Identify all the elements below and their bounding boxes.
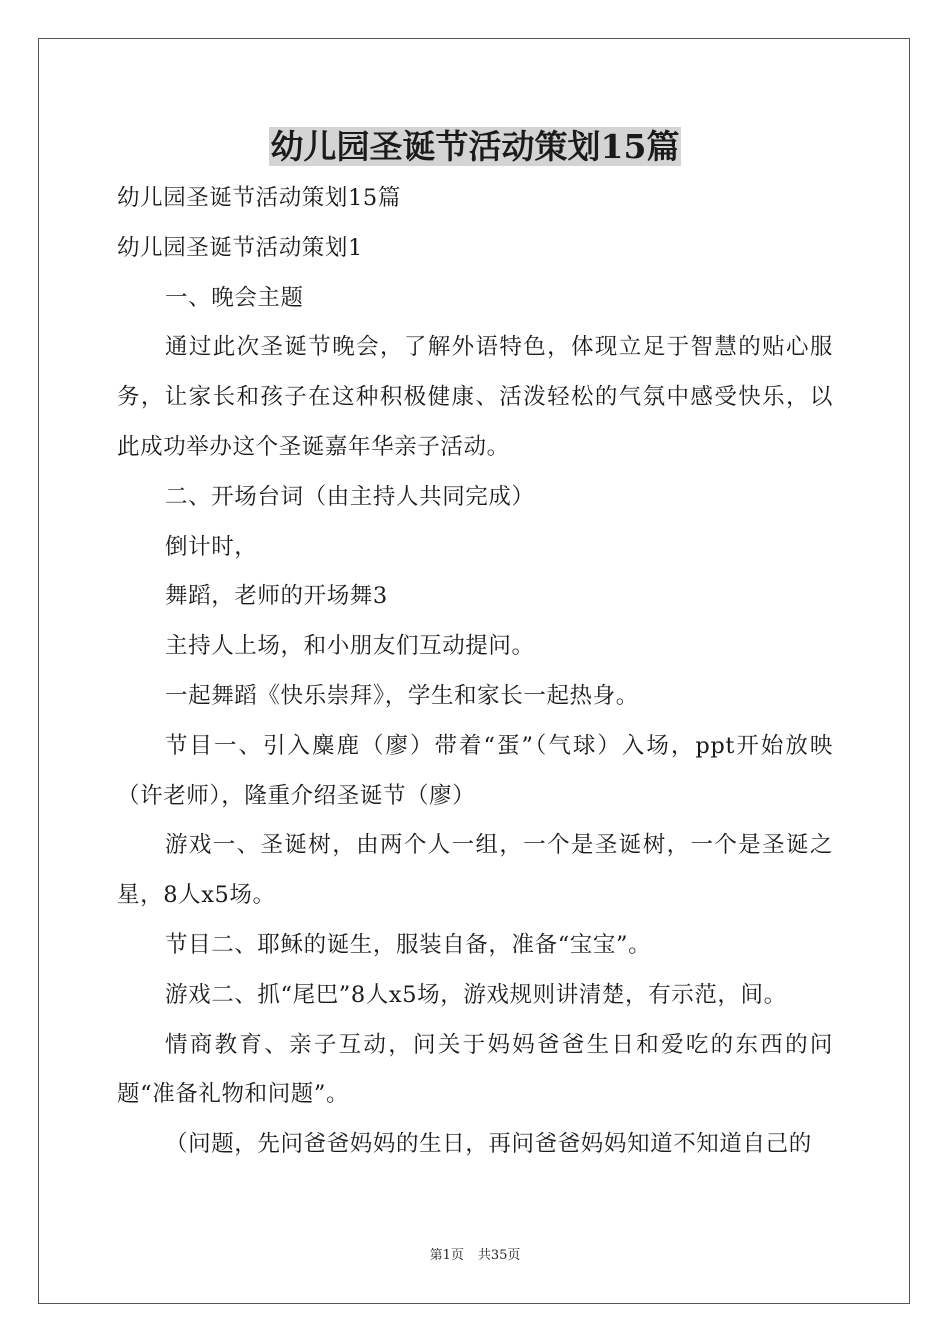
document-subtitle: 幼儿园圣诞节活动策划15篇 xyxy=(117,185,401,211)
document-body xyxy=(117,174,833,1170)
paragraph: 游戏一、圣诞树，由两个人一组，一个是圣诞树，一个是圣诞之星，8人x5场。 xyxy=(117,832,833,909)
paragraph: 二、开场台词（由主持人共同完成） xyxy=(165,483,535,510)
document-title-text: 幼儿园圣诞节活动策划15篇 xyxy=(270,127,680,166)
page-total: 共35页 xyxy=(477,1248,521,1263)
paragraph: （问题，先问爸爸妈妈的生日，再问爸爸妈妈知道不知道自己的 xyxy=(165,1131,812,1158)
paragraph: 一起舞蹈《快乐崇拜》，学生和家长一起热身。 xyxy=(165,682,639,709)
paragraph: 倒计时， xyxy=(165,533,258,560)
document-title xyxy=(0,122,950,172)
page-number: 第1页 xyxy=(429,1248,464,1263)
paragraph: 一、晚会主题 xyxy=(165,284,304,311)
paragraph: 游戏二、抓“尾巴”8人x5场，游戏规则讲清楚，有示范，间。 xyxy=(165,981,787,1008)
paragraph: 舞蹈，老师的开场舞3 xyxy=(165,583,388,610)
page-footer xyxy=(0,1246,950,1266)
section-heading: 幼儿园圣诞节活动策划1 xyxy=(117,234,363,261)
paragraph: 通过此次圣诞节晚会，了解外语特色，体现立足于智慧的贴心服务，让家长和孩子在这种积极健康、活泼轻松的气氛中感受快乐，以此成功举办这个圣诞嘉年华亲子活动。 xyxy=(117,334,833,460)
paragraph: 节目一、引入麋鹿（廖）带着“蛋”（气球）入场，ppt开始放映（许老师），隆重介绍圣诞节（廖） xyxy=(117,732,833,809)
paragraph: 主持人上场，和小朋友们互动提问。 xyxy=(165,633,535,660)
paragraph: 情商教育、亲子互动，问关于妈妈爸爸生日和爱吃的东西的问题“准备礼物和问题”。 xyxy=(117,1031,833,1108)
paragraph: 节目二、耶稣的诞生，服装自备，准备“宝宝”。 xyxy=(165,931,652,958)
